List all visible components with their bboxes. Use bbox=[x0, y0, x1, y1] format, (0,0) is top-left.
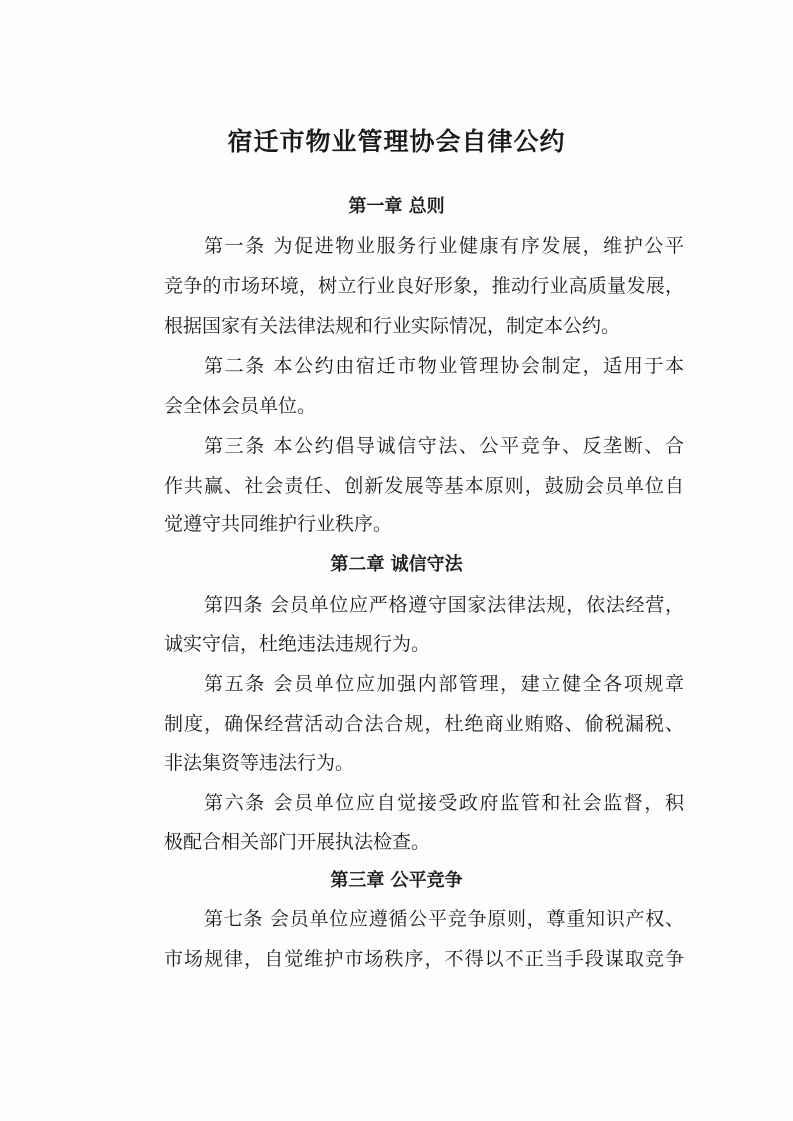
article-3-line-1: 第三条 本公约倡导诚信守法、公平竞争、反垄断、合 bbox=[204, 435, 684, 457]
document-title: 宿迁市物业管理协会自律公约 bbox=[227, 127, 566, 156]
article-2-line-1: 第二条 本公约由宿迁市物业管理协会制定，适用于本 bbox=[204, 355, 684, 377]
article-3-line-3: 觉遵守共同维护行业秩序。 bbox=[164, 513, 393, 535]
article-1-line-3: 根据国家有关法律法规和行业实际情况，制定本公约。 bbox=[164, 315, 621, 337]
article-4-line-2: 诚实守信，杜绝违法违规行为。 bbox=[164, 633, 431, 655]
article-4-line-1: 第四条 会员单位应严格遵守国家法律法规，依法经营， bbox=[204, 594, 684, 616]
chapter-heading-1: 第一章 总则 bbox=[348, 196, 445, 217]
article-5-line-3: 非法集资等违法行为。 bbox=[164, 752, 355, 774]
article-6-line-1: 第六条 会员单位应自觉接受政府监管和社会监督，积 bbox=[204, 792, 684, 814]
article-6-line-2: 极配合相关部门开展执法检查。 bbox=[164, 831, 431, 853]
chapter-heading-3: 第三章 公平竞争 bbox=[330, 870, 463, 891]
article-5-line-2: 制度，确保经营活动合法合规，杜绝商业贿赂、偷税漏税、 bbox=[164, 713, 684, 735]
article-7-line-1: 第七条 会员单位应遵循公平竞争原则，尊重知识产权、 bbox=[204, 908, 684, 930]
article-5-line-1: 第五条 会员单位应加强内部管理，建立健全各项规章 bbox=[204, 673, 684, 695]
article-2-line-2: 会全体会员单位。 bbox=[164, 395, 317, 417]
article-1-line-2: 竞争的市场环境，树立行业良好形象，推动行业高质量发展， bbox=[164, 275, 684, 297]
article-7-line-2: 市场规律，自觉维护市场秩序，不得以不正当手段谋取竞争 bbox=[164, 948, 684, 970]
article-3-line-2: 作共赢、社会责任、创新发展等基本原则，鼓励会员单位自 bbox=[164, 475, 684, 497]
article-1-line-1: 第一条 为促进物业服务行业健康有序发展，维护公平 bbox=[204, 235, 684, 257]
chapter-heading-2: 第二章 诚信守法 bbox=[330, 554, 463, 575]
